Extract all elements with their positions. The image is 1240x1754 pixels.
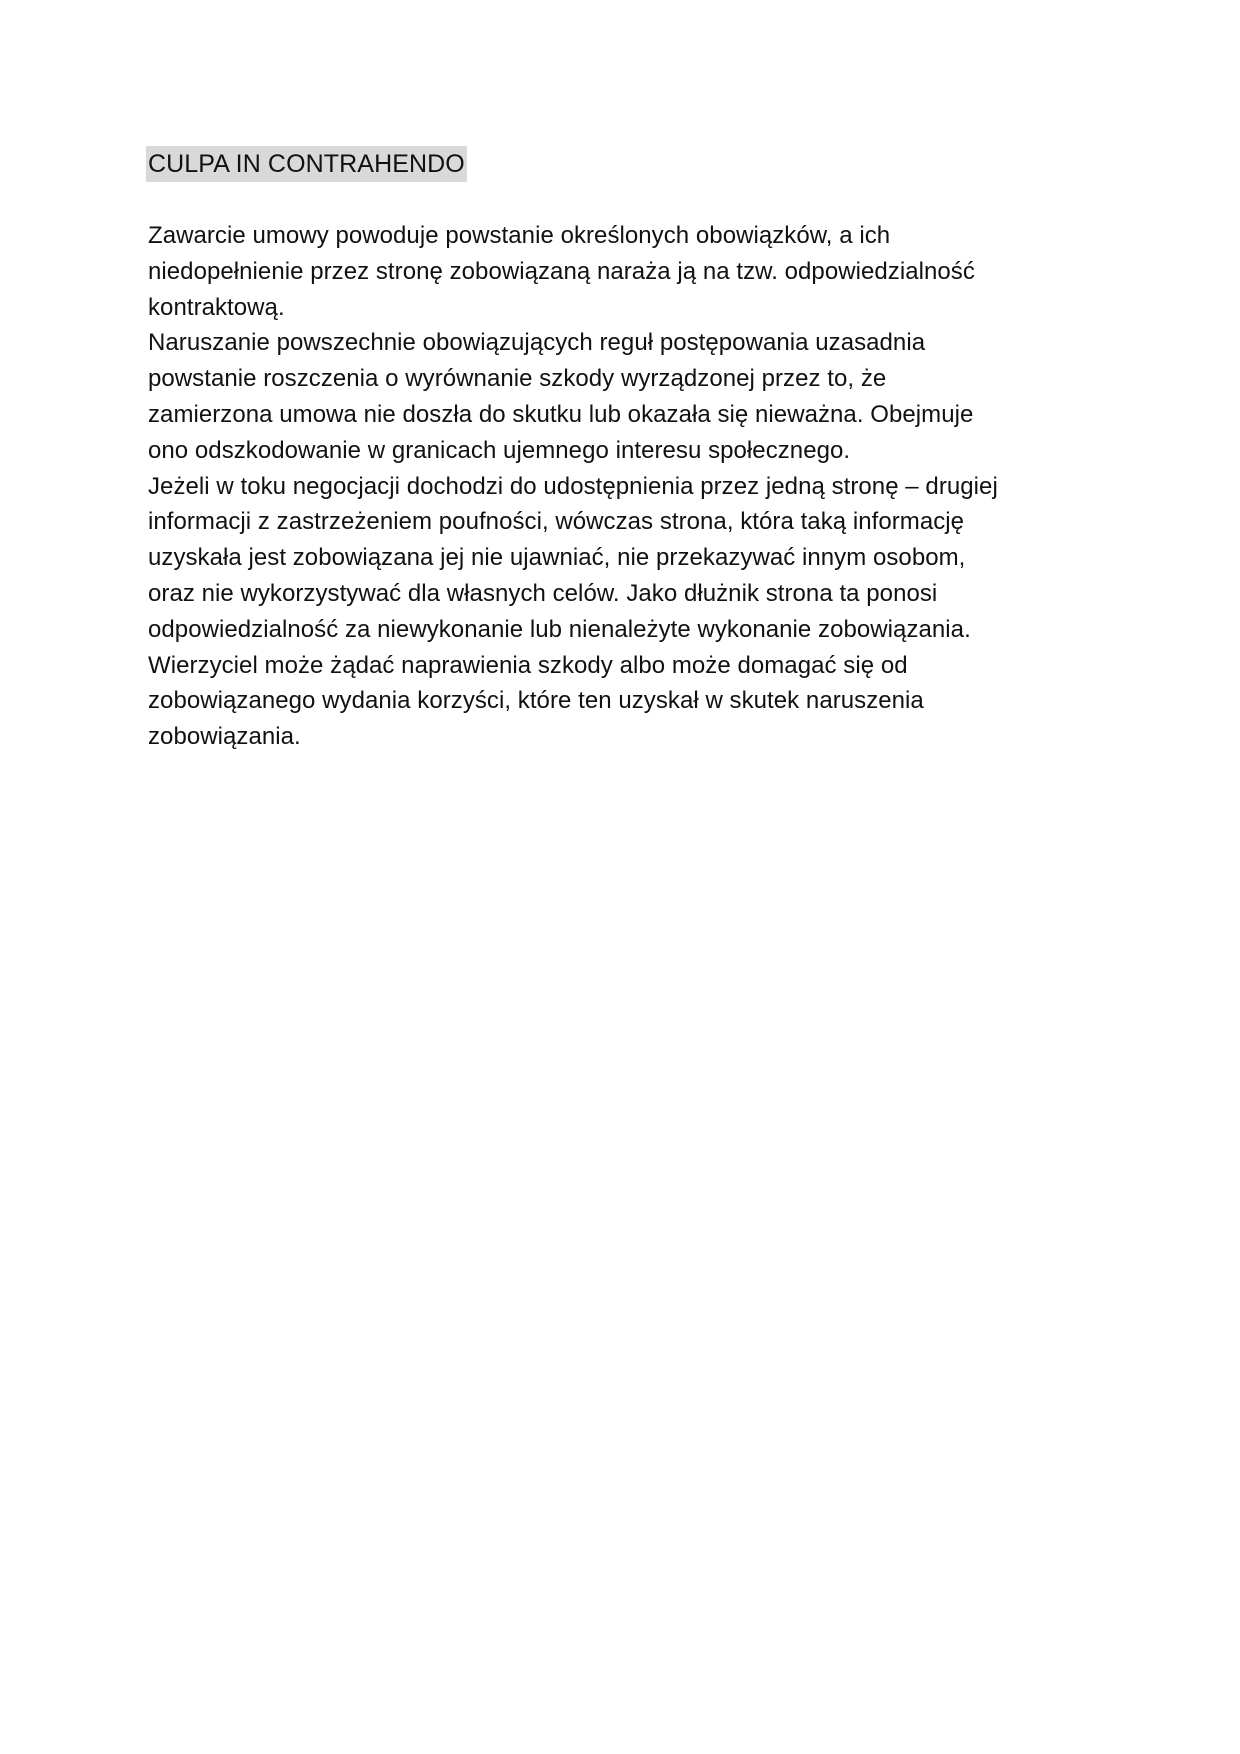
document-heading: CULPA IN CONTRAHENDO xyxy=(146,146,467,182)
body-line: odpowiedzialność za niewykonanie lub nienależyte wykonanie zobowiązania. xyxy=(148,615,971,643)
body-line: uzyskała jest zobowiązana jej nie ujawniać, nie przekazywać innym osobom, xyxy=(148,544,966,572)
body-line: Zawarcie umowy powoduje powstanie określonych obowiązków, a ich xyxy=(148,222,891,249)
body-line: ono odszkodowanie w granicach ujemnego interesu społecznego. xyxy=(148,436,851,464)
body-line: niedopełnienie przez stronę zobowiązaną naraża ją na tzw. odpowiedzialność xyxy=(148,257,975,285)
body-line: Naruszanie powszechnie obowiązujących reguł postępowania uzasadnia xyxy=(148,329,926,357)
body-line: zamierzona umowa nie doszła do skutku lub okazała się nieważna. Obejmuje xyxy=(148,400,974,428)
body-line: informacji z zastrzeżeniem poufności, wówczas strona, która taką informację xyxy=(148,508,965,536)
body-line: zobowiązanego wydania korzyści, które ten uzyskał w skutek naruszenia xyxy=(148,687,924,715)
body-line: oraz nie wykorzystywać dla własnych celów. Jako dłużnik strona ta ponosi xyxy=(148,579,938,607)
document-body xyxy=(148,218,1098,755)
body-line: Wierzyciel może żądać naprawienia szkody albo może domagać się od xyxy=(148,651,908,679)
document-content xyxy=(148,146,1098,755)
body-line: zobowiązania. xyxy=(148,723,301,751)
body-line: powstanie roszczenia o wyrównanie szkody wyrządzonej przez to, że xyxy=(148,365,887,393)
body-line: kontraktową. xyxy=(148,293,285,321)
body-line: Jeżeli w toku negocjacji dochodzi do udostępnienia przez jedną stronę – drugiej xyxy=(148,472,998,500)
